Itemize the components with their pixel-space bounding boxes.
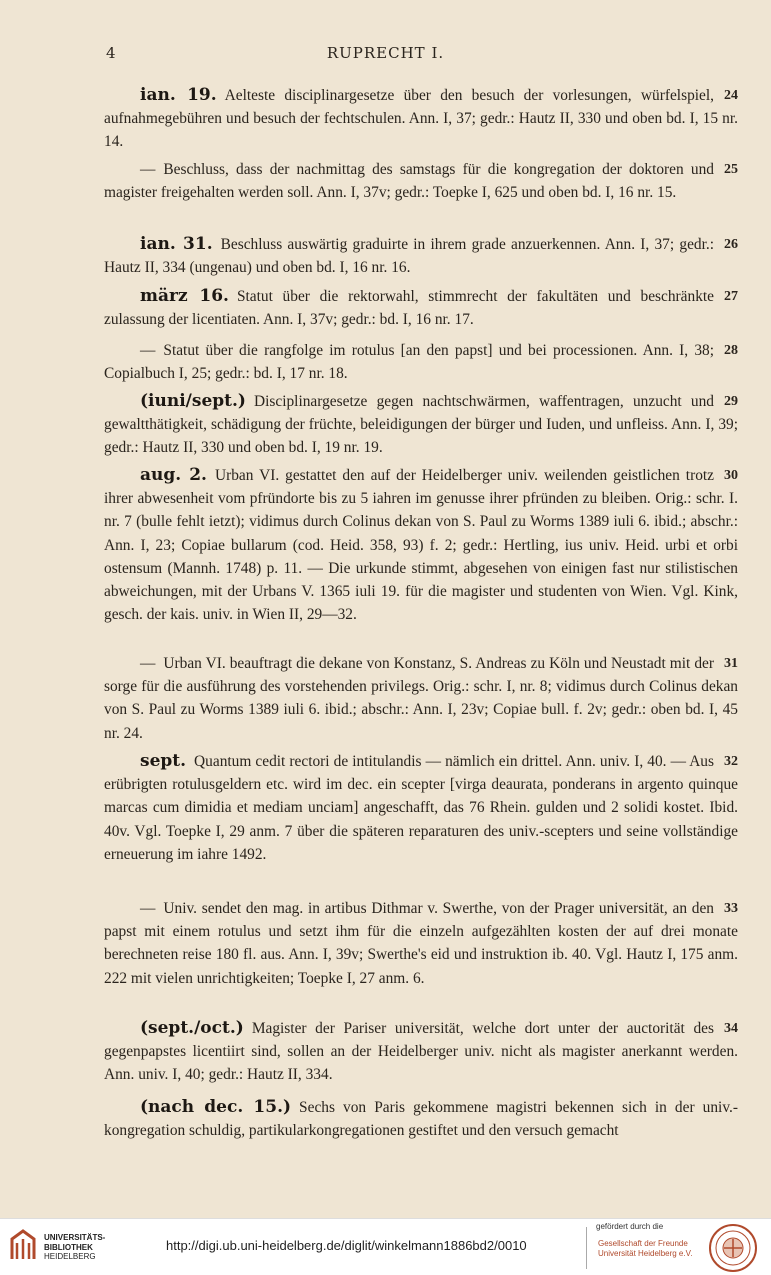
library-name: UNIVERSITÄTS- BIBLIOTHEK HEIDELBERG bbox=[44, 1233, 106, 1261]
entry-date: aug. 2. bbox=[140, 465, 207, 485]
entry-number: 29 bbox=[724, 394, 738, 409]
entry bbox=[104, 897, 738, 990]
entry-text: Urban VI. beauftragt die dekane von Konstanz, S. Andreas zu Köln und Neustadt mit der sorge für die ausführung des vorstehenden privilegs. Orig.: schr. I, nr. 8; vidimus durch Colinus dekan von S. Paul zu Worms 1389 iuli 6. ibid.; abschr.: Ann. I, 23v; Copiae bull. f. 2v; gedr.: oben bd. I, 45 nr. 24. bbox=[104, 655, 738, 742]
entry-text: Disciplinargesetze gegen nachtschwärmen, waffentragen, unzucht und gewaltthätigkeit, schädigung der früchte, beleidigungen der bürger und Iuden, und unfleiss. Ann. I, 39; gedr.: Hautz II, 330 und oben bd. I, 19 nr. 19. bbox=[104, 393, 738, 457]
entry-text: Univ. sendet den mag. in artibus Dithmar v. Swerthe, von der Prager universität, an den papst mit einem rotulus und setzt ihm für die einzeln aufgezählten kosten der auf drei monate berechneten reise 180 fl. aus. Ann. I, 39v; Swerthe's eid und instruktion ib. 40. Vgl. Hautz I, 175 anm. 222 mit vielen unrichtigkeiten; Toepke I, 27 anm. 6. bbox=[104, 900, 738, 987]
entry-number: 34 bbox=[724, 1021, 738, 1036]
entry-text: Aelteste disciplinargesetze über den besuch der vorlesungen, würfelspiel, aufnahmegebühren und besuch der fechtschulen. Ann. I, 37; gedr.: Hautz II, 330 und oben bd. I, 15 nr. 14. bbox=[104, 87, 738, 151]
entry bbox=[104, 285, 738, 331]
entry-date: ian. 31. bbox=[140, 234, 213, 254]
entry-date: — bbox=[140, 900, 156, 917]
entry bbox=[104, 464, 738, 626]
entry-text: Magister der Pariser universität, welche dort unter der auctorität des gegenpapstes licentiirt sind, sollen an der Heidelberger univ. nicht als magister anerkannt werden. Ann. univ. I, 40; gedr.: Hautz II, 334. bbox=[104, 1020, 738, 1084]
entry-text: Statut über die rangfolge im rotulus [an den papst] und bei processionen. Ann. I, 38; Copialbuch I, 25; gedr.: bd. I, 17 nr. 18. bbox=[104, 342, 714, 383]
entry-number: 30 bbox=[724, 468, 738, 483]
entry-date: sept. bbox=[140, 751, 187, 771]
page-number: 4 bbox=[106, 44, 117, 62]
entry-text: Urban VI. gestattet den auf der Heidelberger univ. weilenden geistlichen trotz ihrer abwesenheit vom pfründorte bis zu 5 iahren im genusse ihrer pfründen zu bleiben. Orig.: schr. I. nr. 7 (bulle fehlt ietzt); vidimus durch Colinus dekan von S. Paul zu Worms 1389 iuli 6. ibid.; abschr.: Ann. I, 23; Copiae bullarum (cod. Heid. 358, 93) f. 2; gedr.: Hertling, ius univ. Heid. urbi et orbi ostensum (Mannh. 1748) p. 11. — Die urkunde stimmt, abgesehen von einigen fast nur stilistischen abweichungen, mit der Urbans V. 1365 iuli 19. für die magister und studenten von Wien. Vgl. Kink, gesch. der kais. univ. in Wien II, 29—32. bbox=[104, 467, 738, 624]
entry-number: 31 bbox=[724, 656, 738, 671]
entry-number: 33 bbox=[724, 901, 738, 916]
entry-number: 25 bbox=[724, 162, 738, 177]
entry bbox=[104, 233, 738, 279]
footer-bar bbox=[0, 1218, 771, 1275]
entry-date: — bbox=[140, 161, 156, 178]
entry-text: Statut über die rektorwahl, stimmrecht der fakultäten und beschränkte zulassung der licentiaten. Ann. I, 37v; gedr.: bd. I, 16 nr. 17. bbox=[104, 288, 715, 329]
entry bbox=[104, 1096, 738, 1142]
entry bbox=[104, 158, 738, 204]
entry-date: — bbox=[140, 655, 156, 672]
entry bbox=[104, 339, 738, 385]
entry bbox=[104, 652, 738, 745]
sponsor-label: gefördert durch die bbox=[596, 1222, 664, 1231]
divider bbox=[586, 1227, 587, 1269]
entry-text: Quantum cedit rectori de intitulandis — nämlich ein drittel. Ann. univ. I, 40. — Aus erübrigten rotulusgeldern etc. wird im dec. ein scepter [virga deaurata, ponderans in argento quinque marcas cum dimidia et mediam unciam] angeschafft, das 76 Rhein. gulden und 2 solidi kostet. Ibid. 40v. Vgl. Toepke I, 29 anm. 7 über die späteren reparaturen des univ.-scepters und seine vollständige erneuerung im iahre 1492. bbox=[104, 753, 738, 863]
entry-date: (iuni/sept.) bbox=[140, 391, 246, 411]
entry-date: märz 16. bbox=[140, 286, 229, 306]
entry-number: 24 bbox=[724, 88, 738, 103]
entry bbox=[104, 1017, 738, 1087]
entry bbox=[104, 84, 738, 154]
entry-date: ian. 19. bbox=[140, 85, 217, 105]
entry-number: 27 bbox=[724, 289, 738, 304]
entry-number: 26 bbox=[724, 237, 738, 252]
entry bbox=[104, 750, 738, 866]
entry-text: Beschluss auswärtig graduirte in ihrem grade anzuerkennen. Ann. I, 37; gedr.: Hautz II, 334 (ungenau) und oben bd. I, 16 nr. 16. bbox=[104, 236, 714, 277]
entry bbox=[104, 390, 738, 460]
entry-date: (nach dec. 15.) bbox=[140, 1097, 292, 1117]
university-library-logo-icon bbox=[8, 1229, 38, 1265]
running-title: RUPRECHT I. bbox=[326, 44, 445, 62]
entry-text: Beschluss, dass der nachmittag des samstags für die kongregation der doktoren und magister freigehalten werden soll. Ann. I, 37v; gedr.: Toepke I, 625 und oben bd. I, 16 nr. 15. bbox=[104, 161, 714, 202]
document-url-link[interactable]: http://digi.ub.uni-heidelberg.de/diglit/winkelmann1886bd2/0010 bbox=[166, 1238, 527, 1253]
entry-date: — bbox=[140, 342, 156, 359]
entry-number: 32 bbox=[724, 754, 738, 769]
university-seal-icon bbox=[708, 1223, 758, 1273]
entry-text: Sechs von Paris gekommene magistri bekennen sich in der univ.-kongregation schuldig, partikularkongregationen gestiftet und den versuch gemacht bbox=[104, 1099, 738, 1140]
entry-date: (sept./oct.) bbox=[140, 1018, 244, 1038]
entry-number: 28 bbox=[724, 343, 738, 358]
sponsor-name: Gesellschaft der Freunde Universität Heidelberg e.V. bbox=[598, 1239, 693, 1258]
